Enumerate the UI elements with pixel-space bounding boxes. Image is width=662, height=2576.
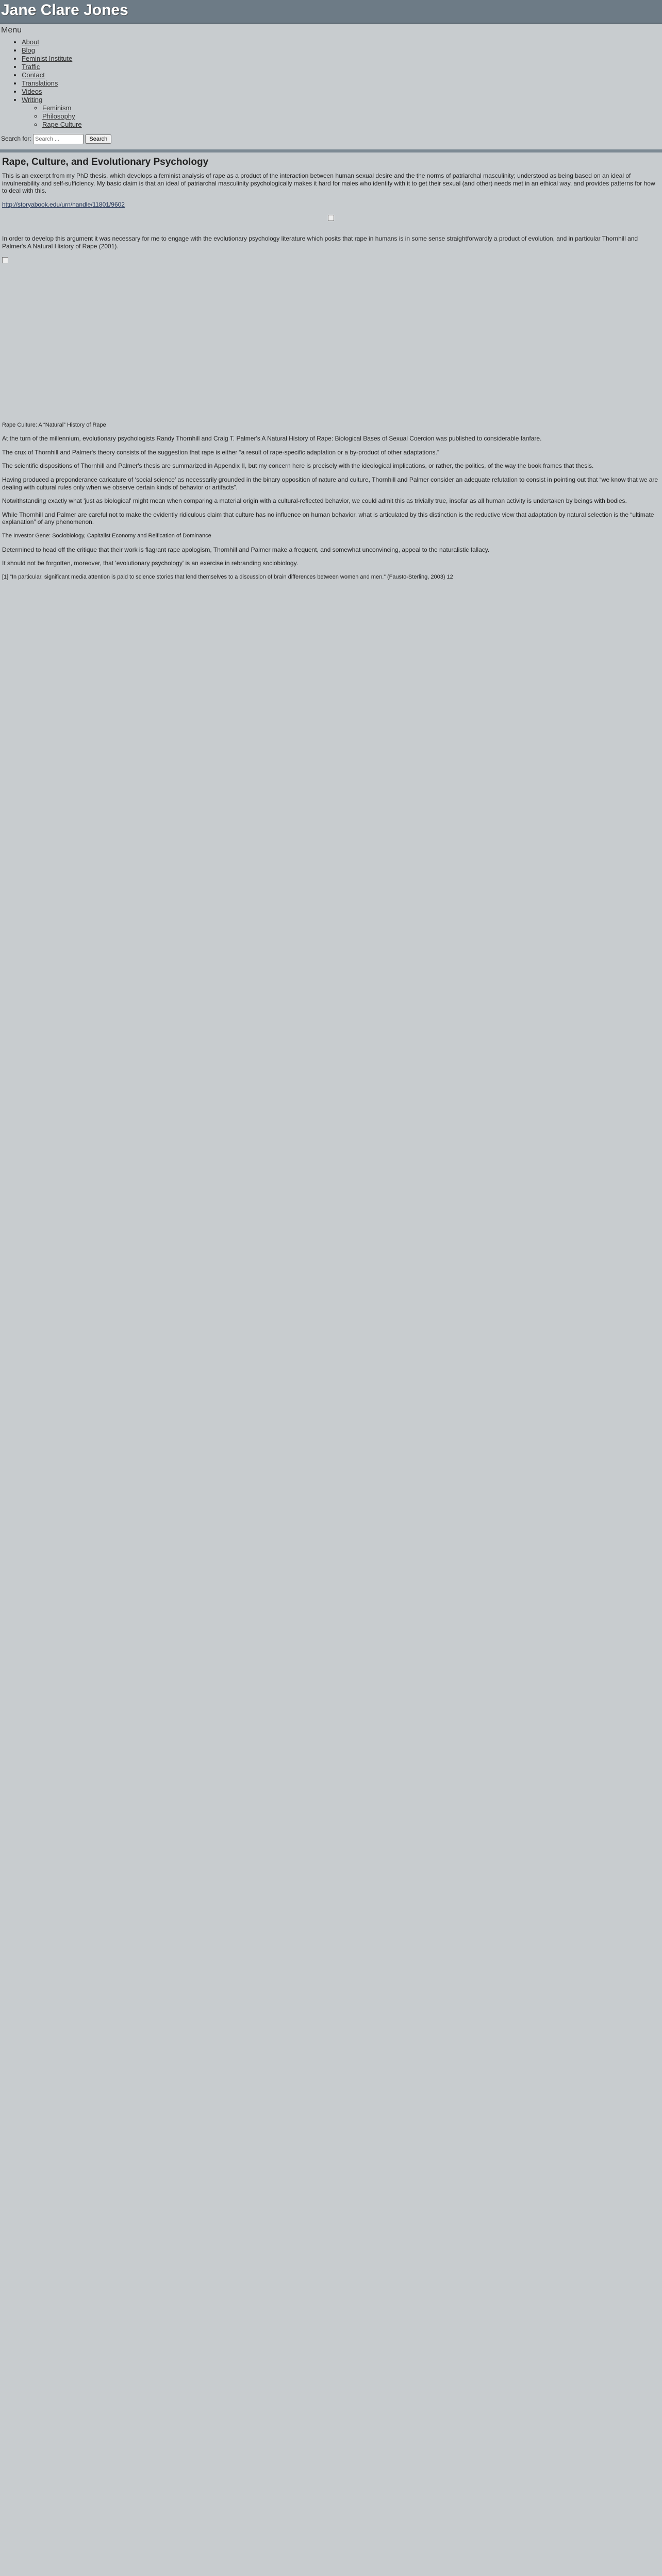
nav-item-contact[interactable] [22, 71, 662, 79]
divider-band [0, 149, 662, 152]
footnotes [2, 573, 660, 581]
image-icon [2, 257, 8, 263]
nav-item-translations[interactable] [22, 79, 662, 88]
search-input[interactable] [33, 134, 84, 144]
search-label: Search for: [1, 135, 31, 142]
nav-item-traffic[interactable] [22, 63, 662, 71]
paragraph: This is an excerpt from my PhD thesis, which develops a feminist analysis of rape as a product of the interaction between human sexual desire and the the norms of patriarchal masculinity; understood as being based on an ideal of invulnerability and self-sufficiency. My basic claim is that an ideal of patriarchal masculinity psychologically makes it hard for males who identify with it to get their sexual (and other) needs met in an ethical way, and provides patterns for how to deal with this. [2, 172, 655, 195]
site-header [0, 0, 662, 24]
menu-label[interactable]: Menu [1, 26, 22, 35]
footnote: [1] “In particular, significant media attention is paid to science stories that lend themselves to a discussion of brain differences between women and men.” (Fausto-Sterling, 2003) 12 [2, 573, 453, 580]
nav-link-videos[interactable]: Videos [22, 88, 42, 95]
main-nav [0, 38, 662, 129]
article [0, 157, 662, 581]
image-icon [328, 215, 334, 221]
paragraph: The crux of Thornhill and Palmer's theory consists of the suggestion that rape is either “a result of rape-specific adaptation or a by-product of other adaptations.” [2, 448, 439, 456]
thesis-link[interactable]: http://storyabook.edu/urn/handle/11801/9602 [2, 200, 125, 208]
paragraph: The scientific dispositions of Thornhill and Palmer's thesis are summarized in Appendix II, but my concern here is precisely with the ideological implications, or rather, the politics, of the way the book frames that thesis. [2, 462, 594, 470]
nav-link-writing[interactable]: Writing [22, 96, 43, 104]
page-title: Rape, Culture, and Evolutionary Psychology [2, 157, 209, 167]
figure-2 [2, 257, 660, 421]
nav-link-traffic[interactable]: Traffic [22, 63, 40, 71]
section-heading: Rape Culture: A “Natural” History of Rape [2, 421, 106, 428]
nav-link-rape-culture[interactable]: Rape Culture [42, 121, 82, 128]
nav-item-feminist-institute[interactable] [22, 55, 662, 63]
paragraph: Notwithstanding exactly what 'just as biological' might mean when comparing a material origin with a cultural-reflected behavior, we could admit this as trivially true, insofar as all human activity is undertaken by beings with bodies. [2, 497, 627, 505]
nav-item-blog[interactable] [22, 46, 662, 55]
nav-link-feminist-institute[interactable]: Feminist Institute [22, 55, 73, 62]
paragraph: At the turn of the millennium, evolutionary psychologists Randy Thornhill and Craig T. Palmer's A Natural History of Rape: Biological Bases of Sexual Coercion was published to considerable fanfare. [2, 435, 542, 443]
nav-link-blog[interactable]: Blog [22, 46, 36, 54]
nav-item-about[interactable] [22, 38, 662, 46]
nav-link-philosophy[interactable]: Philosophy [42, 112, 75, 120]
nav-link-translations[interactable]: Translations [22, 79, 58, 87]
nav-link-feminism[interactable]: Feminism [42, 104, 72, 112]
nav-link-contact[interactable]: Contact [22, 71, 45, 79]
search-form [1, 134, 661, 144]
nav-item-writing[interactable] [22, 96, 662, 129]
paragraph: It should not be forgotten, moreover, that 'evolutionary psychology' is an exercise in rebranding sociobiology. [2, 560, 299, 567]
figure-1 [2, 214, 660, 235]
nav-subitem-rape-culture[interactable] [42, 121, 662, 129]
nav-subitem-feminism[interactable] [42, 104, 662, 112]
nav-subitem-philosophy[interactable] [42, 112, 662, 121]
nav-link-about[interactable]: About [22, 38, 39, 46]
paragraph: In order to develop this argument it was necessary for me to engage with the evolutionary psychology literature which posits that rape in humans is in some sense straightforwardly a product of evolution, and in particular Thornhill and Palmer's A Natural History of Rape (2001). [2, 235, 638, 250]
site-title[interactable]: Jane Clare Jones [1, 2, 128, 19]
nav-item-videos[interactable] [22, 88, 662, 96]
paragraph: While Thornhill and Palmer are careful not to make the evidently ridiculous claim that culture has no influence on human behavior, what is articulated by this distinction is the reductive view that adaptation by natural selection is the “ultimate explanation” of any phenomenon. [2, 511, 654, 526]
paragraph: Having produced a preponderance caricature of ‘social science’ as necessarily grounded in the binary opposition of nature and culture, Thornhill and Palmer consider an adequate refutation to consist in pointing out that “we know that we are dealing with cultural rules only when we observe certain kinds of behavior or artifacts”. [2, 476, 658, 491]
search-button[interactable]: Search [85, 134, 111, 144]
paragraph: Determined to head off the critique that their work is flagrant rape apologism, Thornhill and Palmer make a frequent, and somewhat unconvincing, appeal to the naturalistic fallacy. [2, 546, 490, 553]
section-heading: The Investor Gene: Sociobiology, Capitalist Economy and Reification of Dominance [2, 532, 211, 539]
